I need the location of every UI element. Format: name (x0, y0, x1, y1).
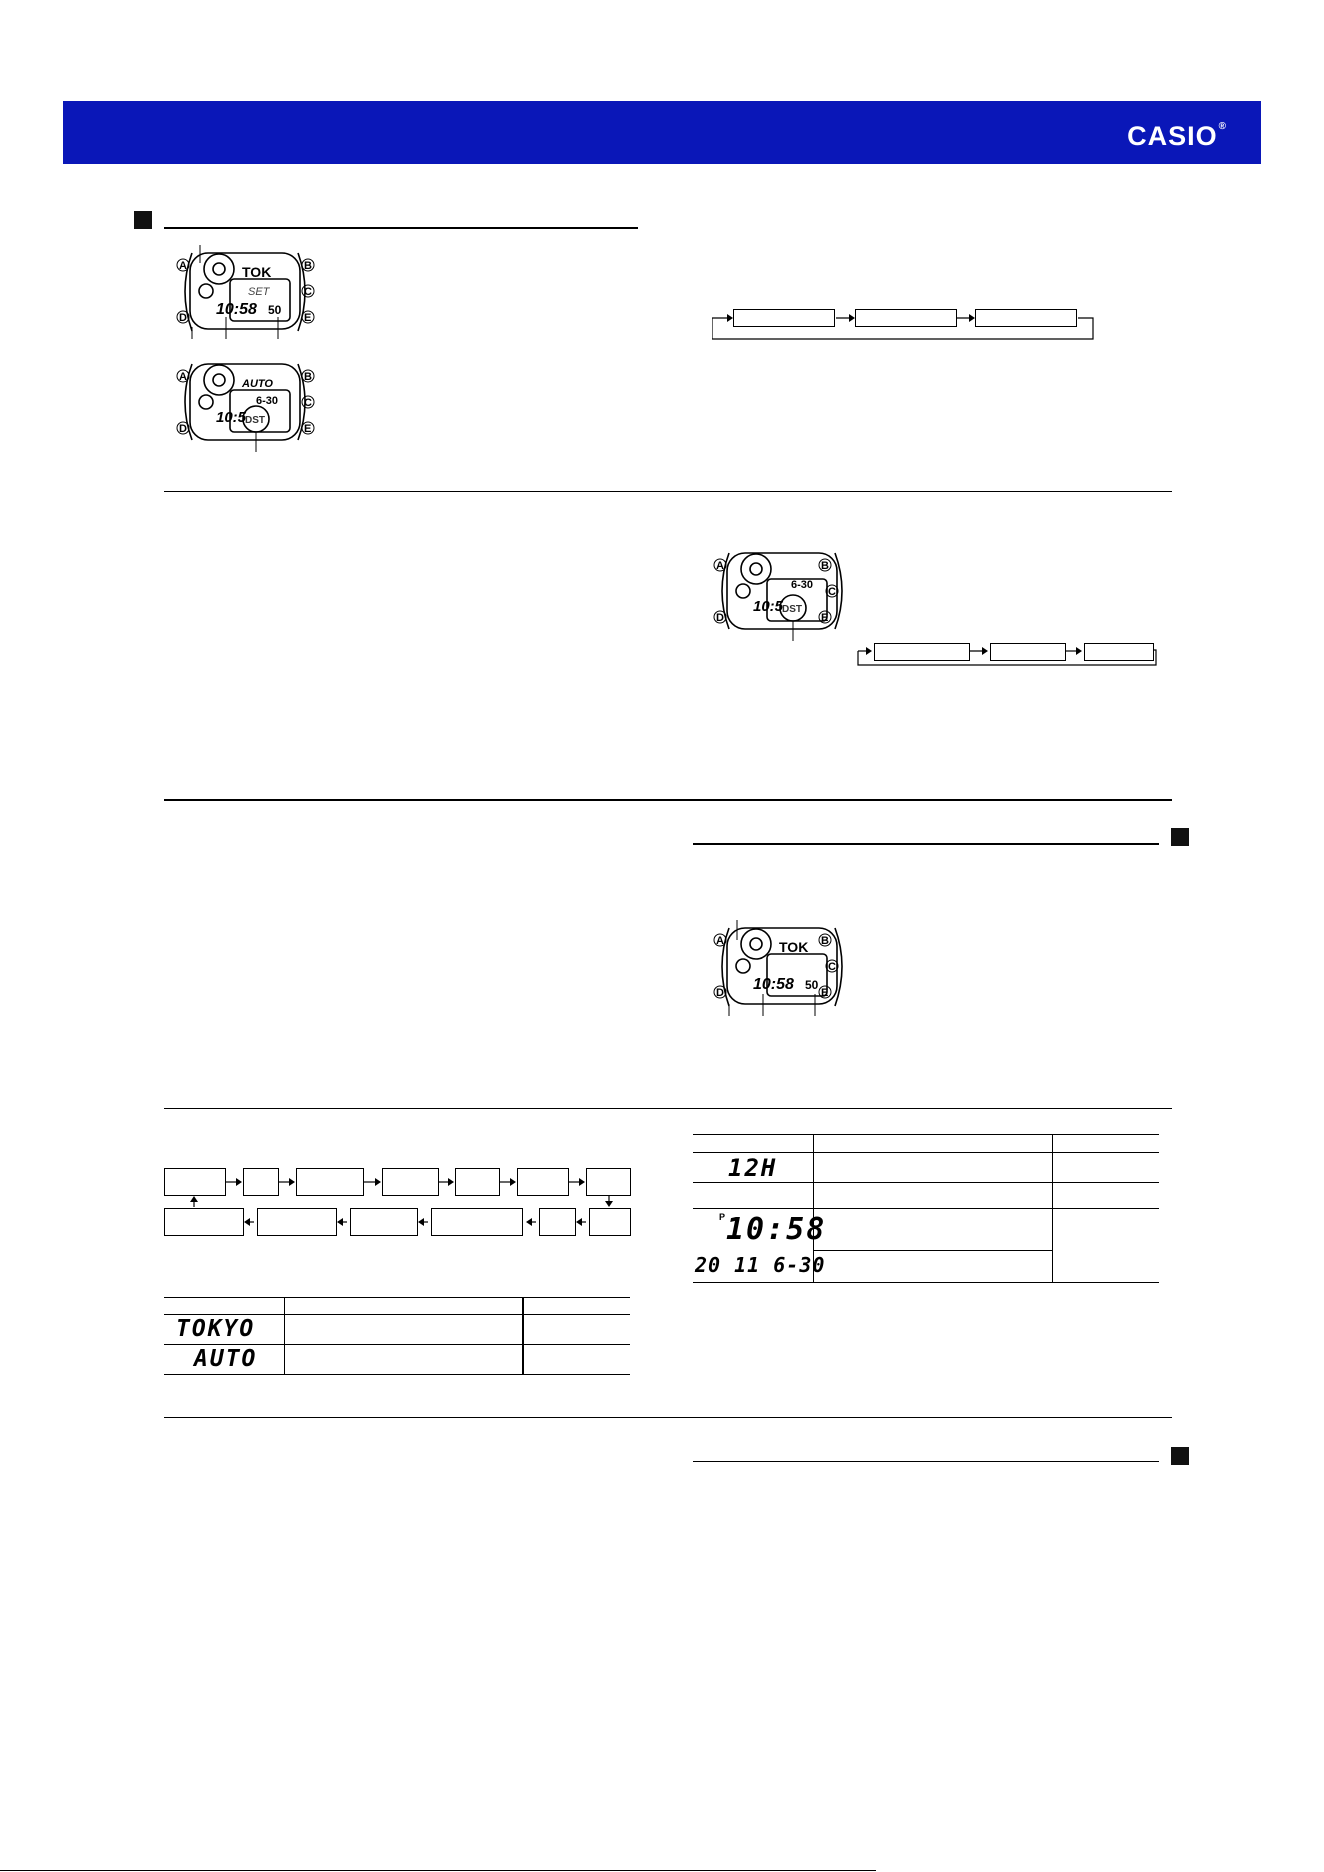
svg-text:B: B (304, 371, 312, 383)
table-divider (284, 1297, 285, 1374)
svg-text:B: B (821, 560, 829, 572)
svg-text:E: E (821, 612, 829, 624)
divider (164, 491, 1172, 492)
svg-text:D: D (179, 312, 187, 324)
footer-rule (0, 1870, 876, 1871)
svg-text:D: D (179, 423, 187, 435)
svg-text:50: 50 (268, 303, 282, 317)
svg-text:10:5: 10:5 (216, 409, 247, 426)
pm-marker: P (719, 1212, 726, 1222)
svg-text:50: 50 (805, 978, 819, 992)
svg-text:6-30: 6-30 (791, 579, 814, 591)
svg-text:SET: SET (248, 286, 270, 298)
watch-illustration-icon (170, 356, 320, 456)
table-rule (164, 1344, 630, 1345)
svg-text:E: E (304, 423, 312, 435)
svg-text:DST: DST (245, 415, 265, 426)
table-rule (164, 1374, 630, 1375)
table-rule (164, 1314, 630, 1315)
svg-text:B: B (304, 260, 312, 272)
lcd-readout: TOKYO (176, 1316, 256, 1342)
table-rule (693, 1208, 1159, 1209)
flow-arrows (712, 304, 1097, 344)
lcd-readout: 12H (728, 1154, 778, 1182)
svg-text:AUTO: AUTO (242, 378, 273, 390)
table-rule (693, 1282, 1159, 1283)
section-rule (693, 1461, 1159, 1462)
table-rule (164, 1297, 630, 1298)
section-marker-icon (134, 211, 152, 229)
casio-logo: CASIO® (1127, 121, 1227, 151)
svg-text:D: D (716, 612, 724, 624)
table-rule (814, 1250, 1052, 1251)
flow-arrows (856, 640, 1160, 670)
table-divider (522, 1297, 524, 1374)
svg-text:C: C (828, 586, 836, 598)
section-rule (693, 843, 1159, 845)
divider (164, 1417, 1172, 1418)
mode-flow-arrows (160, 1160, 638, 1250)
svg-text:TOK: TOK (779, 939, 809, 955)
svg-text:E: E (304, 312, 312, 324)
svg-text:A: A (716, 560, 724, 572)
svg-text:10:58: 10:58 (753, 976, 794, 993)
lcd-readout: AUTO (194, 1346, 258, 1372)
svg-text:10:58: 10:58 (216, 301, 257, 318)
svg-text:C: C (304, 286, 312, 298)
header-banner (63, 101, 1261, 164)
svg-text:TOK: TOK (242, 264, 272, 280)
svg-text:D: D (716, 987, 724, 999)
svg-text:A: A (716, 935, 724, 947)
lcd-readout: 10:58 (726, 1212, 827, 1247)
table-divider (1052, 1134, 1053, 1282)
divider (164, 1108, 1172, 1109)
section-marker-icon (1171, 828, 1189, 846)
section-rule (164, 227, 638, 229)
watch-illustration-icon (170, 243, 320, 343)
watch-illustration-icon (707, 545, 857, 645)
svg-text:10:5: 10:5 (753, 598, 784, 615)
svg-text:C: C (304, 397, 312, 409)
table-rule (693, 1182, 1159, 1183)
svg-text:A: A (179, 260, 187, 272)
section-marker-icon (1171, 1447, 1189, 1465)
lcd-readout: 20 11 6-30 (695, 1253, 826, 1277)
divider (164, 799, 1172, 801)
svg-text:C: C (828, 961, 836, 973)
svg-text:B: B (821, 935, 829, 947)
svg-text:DST: DST (782, 604, 802, 615)
svg-text:6-30: 6-30 (256, 395, 279, 407)
table-rule (693, 1134, 1159, 1135)
table-rule (693, 1152, 1159, 1153)
watch-illustration-icon (707, 918, 857, 1018)
svg-text:A: A (179, 371, 187, 383)
svg-text:E: E (821, 987, 829, 999)
